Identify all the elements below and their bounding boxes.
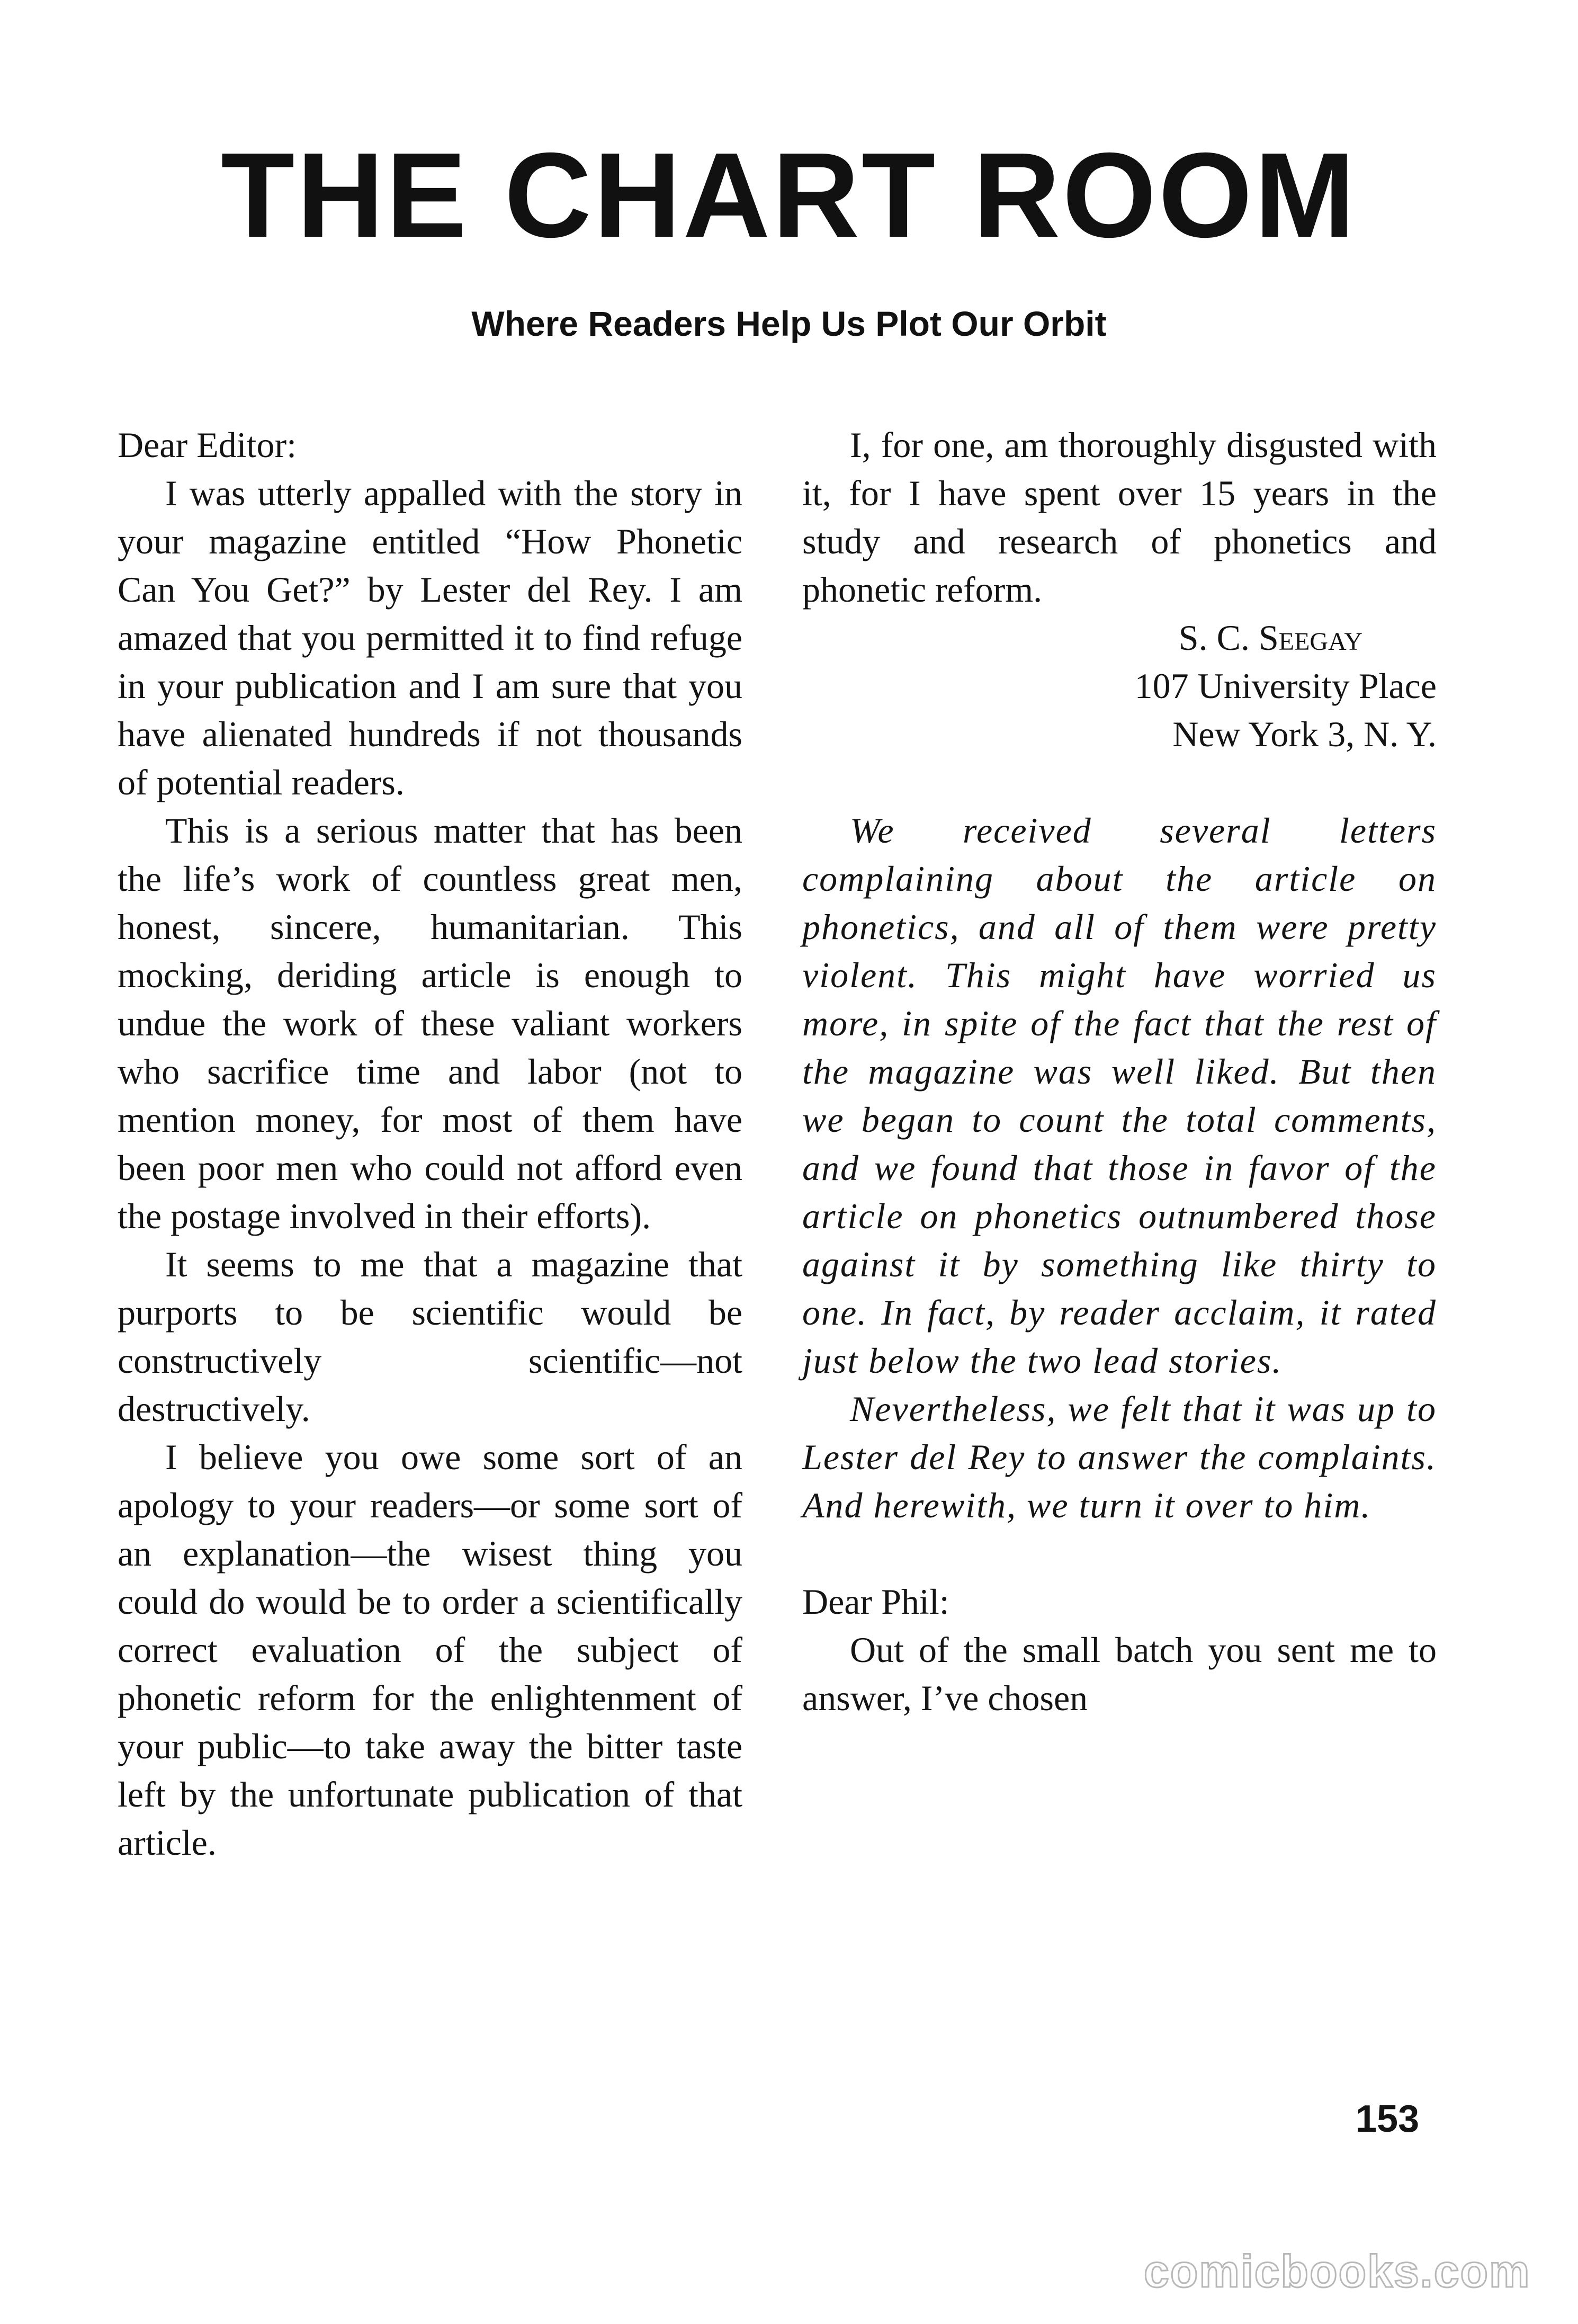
- right-column: [802, 421, 1437, 1722]
- left-column: [118, 421, 742, 1867]
- page-title: THE CHART ROOM: [221, 128, 1357, 263]
- letter-paragraph: I, for one, am thoroughly disgusted with it, for I have spent over 15 years in the study and research of phonetics and phonetic reform.: [802, 425, 1437, 610]
- letter-paragraph: It seems to me that a magazine that purports to be scientific would be constructively scientific—not destructively.: [118, 1244, 742, 1429]
- page-number: 153: [1356, 2098, 1420, 2140]
- editor-note-paragraph: Nevertheless, we felt that it was up to Lester del Rey to answer the complaints. And herewith, we turn it over to him.: [802, 1389, 1437, 1525]
- section-spacer: [802, 1530, 1437, 1578]
- signature-address-line: New York 3, N. Y.: [1172, 714, 1437, 754]
- page-subtitle: Where Readers Help Us Plot Our Orbit: [471, 304, 1107, 343]
- editor-note: [802, 807, 1437, 1530]
- letter-paragraph: I was utterly appalled with the story in your magazine entitled “How Phonetic Can You Get?” by Lester del Rey. I am amazed that you permitted it to find refuge in your publication and I am sure that you have alienated hundreds if not thousands of potential readers.: [118, 473, 742, 802]
- letter-salutation: Dear Editor:: [118, 425, 297, 465]
- watermark: comicbooks.com: [1144, 2246, 1531, 2297]
- signature-address-line: 107 University Place: [1134, 666, 1437, 706]
- letter-paragraph: This is a serious matter that has been the life’s work of countless great men, honest, sincere, humanitarian. This mocking, deriding article is enough to undue the work of these valiant workers who sacrifice time and labor (not to mention money, for most of them have been poor men who could not afford even the postage involved in their efforts).: [118, 810, 742, 1236]
- editor-note-paragraph: We received several letters complaining about the article on phonetics, and all of them were pretty violent. This might have worried us more, in spite of the fact that the rest of the magazine was well liked. But then we began to count the total comments, and we found that those in favor of the article on phonetics outnumbered those against it by something like thirty to one. In fact, by reader acclaim, it rated just below the two lead stories.: [802, 810, 1437, 1381]
- reply-paragraph: Out of the small batch you sent me to answer, I’ve chosen: [802, 1630, 1437, 1718]
- signature-name: S. C. Seegay: [1178, 618, 1362, 658]
- reply-salutation: Dear Phil:: [802, 1581, 949, 1622]
- section-spacer: [802, 758, 1437, 807]
- letter-paragraph: I believe you owe some sort of an apology to your readers—or some sort of an explanation—the wisest thing you could do would be to order a scientifically correct evaluation of the subject of phonetic reform for the enlightenment of your public—to take away the bitter taste left by the unfortunate publication of that article.: [118, 1437, 742, 1863]
